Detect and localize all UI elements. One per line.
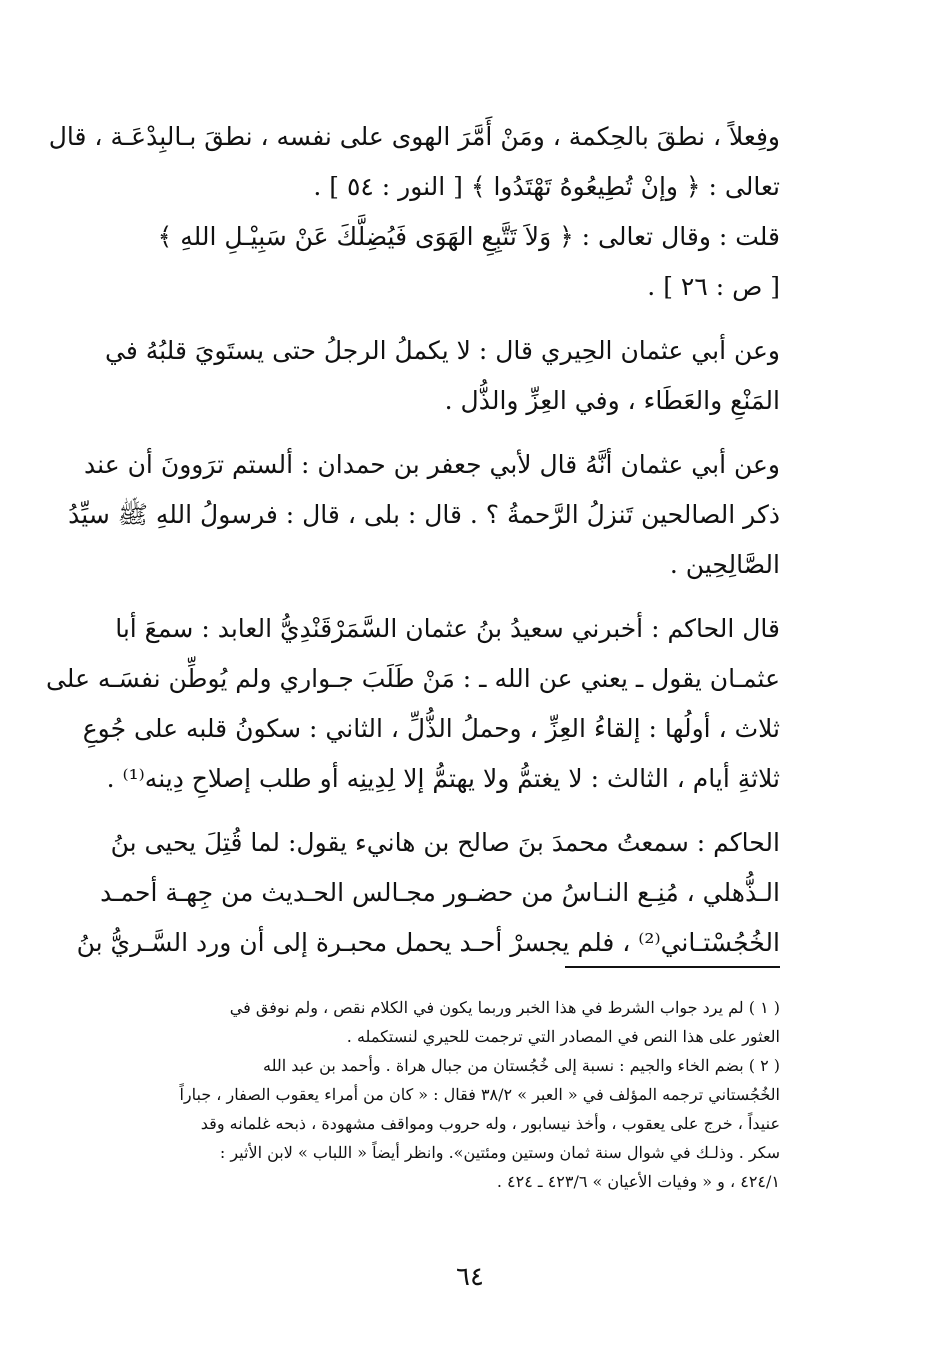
paragraph-6 (76, 818, 780, 968)
paragraph-1 (48, 112, 780, 212)
paragraph-4 (68, 440, 780, 590)
footnote-1 (112, 993, 780, 1051)
paragraph-1-line-1: وفِعلاً ، نطقَ بالحِكمة ، ومَنْ أَمَّرَ الهوى على نفسه ، نطقَ بـالبِدْعَـة ، قال (48, 122, 780, 151)
paragraph-4-line-3: الصَّالِحِين . (669, 550, 780, 579)
paragraph-5-line-1: قال الحاكم : أخبرني سعيدُ بنُ عثمان السَّمَرْقَنْدِيُّ العابد : سمعَ أبا (115, 614, 780, 643)
footnote-2-line-1: ( ٢ ) بضم الخاء والجيم : نسبة إلى خُجُستان من جبال هراة . وأحمد بن عبد الله (263, 1056, 780, 1075)
footnotes (112, 993, 780, 1196)
paragraph-6-line-1: الحاكم : سمعتُ محمدَ بنَ صالح بن هانيء يقول: لما قُتِلَ يحيى بنُ (110, 828, 780, 857)
paragraph-5-line-4: ثلاثةِ أيام ، الثالث : لا يغتمُّ ولا يهتمُّ إلا لِدِينِه أو طلب إصلاحِ دِينه⁽¹⁾ . (106, 764, 780, 793)
footnote-2-line-2: الخُجُستاني ترجمه المؤلف في « العبر » ٣٨/٢ فقال : « كان من أمراء يعقوب الصفار ، جباراً (179, 1085, 780, 1104)
paragraph-5-line-2: عثمـان يقول ـ يعني عن الله ـ : مَنْ طَلَبَ جـواري ولم يُوطِّن نفسَـه على (45, 664, 780, 693)
paragraph-6-line-3: الخُجُسْتـاني⁽²⁾ ، فلم يجسرْ أحـد يحمل محبـرة إلى أن ورد السَّـريُّ بنُ (76, 928, 780, 957)
footnote-1-line-2: العثور على هذا النص في المصادر التي ترجمت للحيري لنستكمله . (346, 1027, 780, 1046)
footnote-2 (112, 1051, 780, 1196)
paragraph-5-line-3: ثلاث ، أولُها : إلقاءُ العِزِّ ، وحملُ الذُّلِّ ، الثاني : سكونُ قلبه على جُوعِ (82, 714, 780, 743)
page-number: ٦٤ (456, 1262, 484, 1292)
main-text-body (45, 112, 780, 968)
paragraph-3-line-2: المَنْعِ والعَطَاء ، وفي العِزِّ والذُّل . (444, 386, 780, 415)
paragraph-1-line-2: تعالى : ﴿ وإنْ تُطِيعُوهُ تَهْتَدُوا ﴾ [ النور : ٥٤ ] . (313, 172, 780, 201)
paragraph-2-line-1: قلت : وقال تعالى : ﴿ وَلاَ تَتَّبِعِ الهَوَى فَيُضِلَّكَ عَنْ سَبِيْـلِ اللهِ ﴾ (157, 222, 780, 251)
footnote-2-line-3: عنيداً ، خرج على يعقوب ، وأخذ نيسابور ، وله حروب ومواقف مشهودة ، ذبحه غلمانه وقد (200, 1114, 780, 1133)
paragraph-2-line-2: [ ص : ٢٦ ] . (647, 272, 780, 301)
footnote-1-line-1: ( ١ ) لم يرد جواب الشرط في هذا الخبر وربما يكون في الكلام نقص ، ولم نوفق في (229, 998, 780, 1017)
footnote-2-line-5: ٤٢٤/١ ، و « وفيات الأعيان » ٤٢٣/٦ ـ ٤٢٤ . (496, 1172, 780, 1191)
paragraph-3 (104, 326, 780, 426)
paragraph-4-line-2: ذكر الصالحين تَنزلُ الرَّحمةُ ؟ . قال : بلى ، قال : فرسولُ اللهِ ﷺ سيِّدُ (68, 500, 780, 529)
footnote-divider (565, 966, 780, 968)
paragraph-3-line-1: وعن أبي عثمان الحِيري قال : لا يكملُ الرجلُ حتى يستَويَ قلبُهُ في (104, 336, 780, 365)
footnote-2-line-4: سكر . وذلـك في شوال سنة ثمان وستين ومئتين». وانظر أيضاً « اللباب » لابن الأثير : (219, 1143, 780, 1162)
paragraph-5 (45, 604, 780, 804)
paragraph-2 (112, 212, 780, 312)
paragraph-4-line-1: وعن أبي عثمان أنَّهُ قال لأبي جعفر بن حمدان : ألستم ترَوونَ أن عند (84, 450, 780, 479)
paragraph-6-line-2: الـذُّهلي ، مُنِـع النـاسُ من حضـور مجـالس الحـديث من جِهـة أحمـد (100, 878, 780, 907)
